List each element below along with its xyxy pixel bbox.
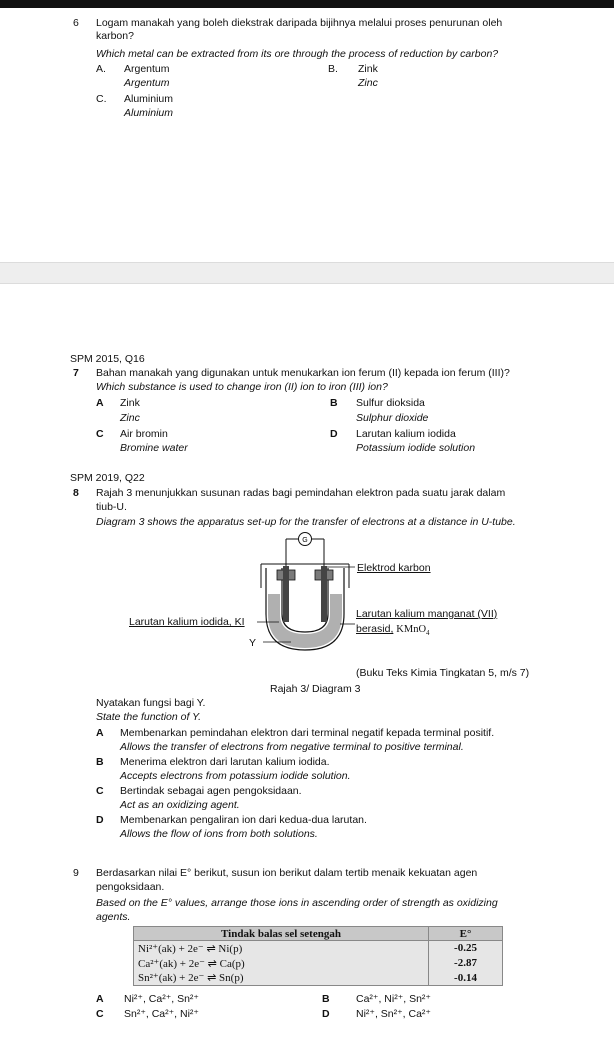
option-b-en: Zinc (358, 77, 378, 89)
option-b-ms: Menerima elektron dari larutan kalium iodida. (120, 756, 330, 768)
option-letter-b: B (322, 993, 330, 1005)
option-c-en: Act as an oxidizing agent. (120, 799, 240, 811)
table-row (134, 956, 503, 971)
question-text-en: Diagram 3 shows the apparatus set-up for the transfer of electrons at a distance in U-tube. (96, 516, 516, 528)
question-text-en-cont: agents. (96, 911, 131, 923)
option-a-en: Argentum (124, 77, 170, 89)
diagram-credit: (Buku Teks Kimia Tingkatan 5, m/s 7) (356, 667, 530, 679)
question-number: 8 (73, 487, 79, 499)
question-text-ms: Berdasarkan nilai E° berikut, susun ion berikut dalam tertib menaik kekuatan agen (96, 867, 478, 879)
option-c-text: Sn²⁺, Ca²⁺, Ni²⁺ (124, 1008, 199, 1020)
option-letter-b: B (330, 397, 338, 409)
option-d-en: Potassium iodide solution (356, 442, 476, 454)
galvanometer-label: G (302, 537, 308, 544)
question-text-ms: Logam manakah yang boleh diekstrak daripada bijihnya melalui proses penurunan oleh (96, 17, 503, 29)
question-text-ms-cont: tiub-U. (96, 501, 127, 513)
question-text-ms: Bahan manakah yang digunakan untuk menukarkan ion ferum (II) kepada ion ferum (III)? (96, 367, 510, 379)
question-text-en: Based on the E° values, arrange those ions in ascending order of strength as oxidizing (96, 897, 498, 909)
option-letter-d: D (322, 1008, 330, 1020)
option-c-ms: Aluminium (124, 93, 174, 105)
question-number: 9 (73, 867, 79, 879)
option-c-ms: Bertindak sebagai agen pengoksidaan. (120, 785, 302, 797)
option-letter-d: D (96, 814, 104, 826)
label-acidified-kmno4: berasid, KMnO$_4$ (356, 623, 430, 638)
diagram-caption: Rajah 3/ Diagram 3 (270, 683, 361, 695)
option-c-en: Aluminium (124, 107, 174, 119)
option-b-ms: Zink (358, 63, 378, 75)
option-d-ms: Membenarkan pengaliran ion dari kedua-dua larutan. (120, 814, 367, 826)
label-carbon-electrode: Elektrod karbon (357, 562, 431, 574)
solution-fill (268, 594, 342, 648)
table-row (134, 971, 503, 986)
question-number: 7 (73, 367, 79, 379)
question-text-ms: Rajah 3 menunjukkan susunan radas bagi pemindahan elektron pada suatu jarak dalam (96, 487, 506, 499)
e0-cell: -0.25 (429, 941, 503, 956)
reaction-cell: Ni²⁺(ak) + 2e⁻ ⇌ Ni(p) (134, 941, 429, 956)
table-header-row (134, 927, 503, 941)
option-b-text: Ca²⁺, Ni²⁺, Sn²⁺ (356, 993, 431, 1005)
option-b-ms: Sulfur dioksida (356, 397, 425, 409)
option-c-ms: Air bromin (120, 428, 168, 440)
option-a-ms: Membenarkan pemindahan elektron dari terminal negatif kepada terminal positif. (120, 727, 495, 739)
option-b-en: Sulphur dioxide (356, 412, 429, 424)
page-separator (0, 262, 614, 284)
question-number: 6 (73, 17, 79, 29)
option-c-en: Bromine water (120, 442, 188, 454)
option-letter-d: D (330, 428, 338, 440)
option-letter-c: C (96, 1008, 104, 1020)
option-a-text: Ni²⁺, Ca²⁺, Sn²⁺ (124, 993, 199, 1005)
option-letter-a: A (96, 727, 104, 739)
source-label: SPM 2019, Q22 (70, 472, 145, 484)
option-letter-c: C (96, 785, 104, 797)
option-letter-a: A. (96, 63, 106, 75)
option-a-ms: Argentum (124, 63, 170, 75)
half-cell-table (133, 926, 503, 986)
prompt-ms: Nyatakan fungsi bagi Y. (96, 697, 206, 709)
question-text-ms-cont: pengoksidaan. (96, 881, 165, 893)
reaction-cell: Ca²⁺(ak) + 2e⁻ ⇌ Ca(p) (134, 956, 429, 971)
top-bar (0, 0, 614, 8)
option-d-en: Allows the flow of ions from both solutions. (120, 828, 318, 840)
carbon-electrode-right (321, 566, 327, 622)
table-header-e0: E° (429, 927, 503, 941)
source-label: SPM 2015, Q16 (70, 353, 145, 365)
e0-cell: -0.14 (429, 971, 503, 986)
option-a-ms: Zink (120, 397, 140, 409)
question-text-ms-cont: karbon? (96, 30, 134, 42)
u-tube-apparatus-diagram (255, 530, 365, 660)
option-letter-c: C. (96, 93, 107, 105)
table-row (134, 941, 503, 956)
label-potassium-manganate: Larutan kalium manganat (VII) (356, 608, 498, 620)
option-a-en: Zinc (120, 412, 140, 424)
carbon-electrode-left (283, 566, 289, 622)
question-text-en: Which metal can be extracted from its ore through the process of reduction by carbon? (96, 48, 499, 60)
option-letter-a: A (96, 993, 104, 1005)
option-d-ms: Larutan kalium iodida (356, 428, 456, 440)
label-potassium-iodide: Larutan kalium iodida, KI (129, 616, 245, 628)
option-d-text: Ni²⁺, Sn²⁺, Ca²⁺ (356, 1008, 431, 1020)
table-header-reaction: Tindak balas sel setengah (134, 927, 429, 941)
question-text-en: Which substance is used to change iron (II) ion to iron (III) ion? (96, 381, 388, 393)
prompt-en: State the function of Y. (96, 711, 202, 723)
reaction-cell: Sn²⁺(ak) + 2e⁻ ⇌ Sn(p) (134, 971, 429, 986)
option-letter-b: B (96, 756, 104, 768)
option-b-en: Accepts electrons from potassium iodide solution. (120, 770, 351, 782)
option-letter-c: C (96, 428, 104, 440)
option-a-en: Allows the transfer of electrons from negative terminal to positive terminal. (120, 741, 464, 753)
label-y: Y (249, 637, 257, 649)
e0-cell: -2.87 (429, 956, 503, 971)
option-letter-b: B. (328, 63, 338, 75)
option-letter-a: A (96, 397, 104, 409)
